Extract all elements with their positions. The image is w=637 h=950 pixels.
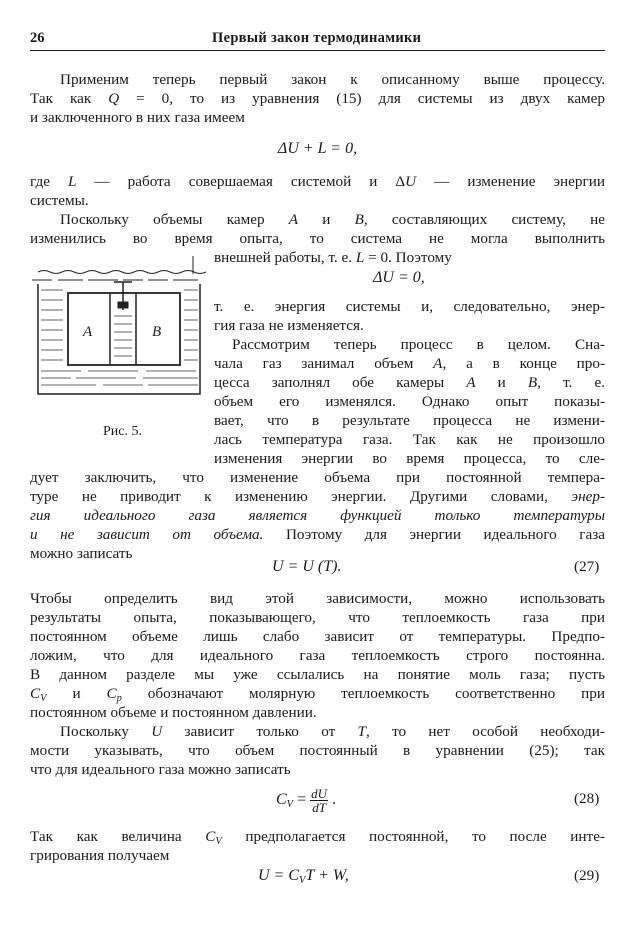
page-number: 26 [30,30,45,46]
text-line-17: изменения энергии во время процесса, то сле- [214,450,605,467]
equation-28 [276,787,336,816]
text-span: T + W, [305,867,349,884]
fraction-denominator: dT [312,800,326,815]
math-symbol: B [354,211,364,228]
text-span: Поэтому для энергии идеального газа [263,526,605,543]
text-line-5: системы. [30,192,89,209]
math-symbol: C [106,685,117,702]
text-line-8 [214,248,452,267]
text-line-3: и заключенного в них газа имеем [30,109,245,126]
math-symbol: U [405,173,417,190]
text-line-9: т. е. энергия системы и, следовательно, энер- [214,298,605,315]
equation-energy-work: ΔU + L = 0, [277,140,358,157]
text-span: U = C [258,867,300,884]
equation-27: U = U (T). [272,558,342,575]
text-span: Поскольку объемы камер [60,211,289,228]
figure-gas-chambers [28,244,208,414]
text-span: . [328,791,337,809]
text-span: = [293,791,311,809]
text-line-7: изменились во время опыта, то система не могла выполнить [30,230,605,247]
math-symbol: T [357,723,366,740]
equation-27-number: (27) [574,558,600,575]
text-line-12 [214,354,605,373]
equation-29-number: (29) [574,867,600,884]
text-span: и [46,685,107,702]
text-line-19 [30,487,605,506]
math-subscript: V [40,693,47,704]
figure-caption: Рис. 5. [103,424,142,439]
text-span: — работа совершаемая системой и Δ [76,173,406,190]
text-span: где [30,173,68,190]
math-symbol: A [288,211,299,228]
math-symbol: B [527,374,538,391]
chamber-b-label: B [152,324,162,340]
text-line-4 [30,172,605,191]
text-span: — изменение энергии [416,173,605,190]
math-symbol: Q [108,90,120,107]
text-span: цесса заполнял обе камеры [214,374,467,391]
text-span: и [475,374,528,391]
text-line-18: дует заключить, что изменение объема при постоянной темпера- [30,469,605,486]
emphasis-span: и не зависит от объема. [30,526,264,543]
text-span: зависит только от [162,723,358,740]
text-span: предполагается постоянной, то после инте- [221,828,605,845]
text-line-26: ложим, что для идеального газа теплоемкость строго постоянна. [30,647,605,664]
text-line-34: грирования получаем [30,847,170,864]
math-symbol: A [433,355,443,372]
text-span: обозначают молярную теплоемкость соответственно при [121,685,605,702]
text-span: , то нет особой необходи- [365,723,605,740]
equation-28-number: (28) [574,790,600,807]
equation-29 [258,866,349,890]
text-line-10: гия газа не изменяется. [214,317,364,334]
text-line-15: вает, что в результате процесса не измени- [214,412,605,429]
text-span: , составляющих систему, не [363,211,605,228]
text-line-22: можно записать [30,545,133,562]
text-line-27: В данном разделе мы уже ссылались на понятие моль газа; пусть [30,666,605,683]
text-span: и [298,211,355,228]
math-subscript: V [215,836,222,847]
text-line-21 [30,525,605,544]
text-line-11: Рассмотрим теперь процесс в целом. Сна- [232,336,605,353]
text-line-29: постоянном объеме и постоянном давлении. [30,704,317,721]
text-line-24: результаты опыта, показывающего, что теплоемкость газа при [30,609,605,626]
text-line-2 [30,89,605,108]
text-span: = 0. Поэтому [364,249,452,266]
text-span: внешней работы, т. е. [214,249,356,266]
text-span: Так как величина [30,828,206,845]
emphasis-span: энер- [571,488,605,505]
chamber-a-label: A [83,324,93,340]
text-line-16: лась температура газа. Так как не произошло [214,431,605,448]
text-line-13 [214,373,605,392]
running-title: Первый закон термодинамики [212,30,422,46]
text-span: Так как [30,90,109,107]
fraction [310,787,328,814]
text-line-20: гия идеального газа является функцией только температуры [30,507,605,524]
math-symbol: L [67,173,77,190]
text-line-25: постоянном объеме лишь слабо зависит от температуры. Предпо- [30,628,605,645]
text-span: чала газ занимал объем [214,355,434,372]
math-symbol: C [205,828,216,845]
math-symbol: A [466,374,476,391]
math-subscript: p [116,693,122,704]
text-span: , т. е. [537,374,605,391]
text-line-1: Применим теперь первый закон к описанному выше процессу. [60,71,605,88]
text-span: туре не приводит к изменению энергии. Другими словами, [30,488,572,505]
fraction-numerator: dU [311,786,328,801]
text-line-32: что для идеального газа можно записать [30,761,291,778]
header-rule [30,50,605,51]
text-line-23: Чтобы определить вид этой зависимости, можно использовать [30,590,605,607]
math-subscript: V [286,799,294,811]
text-line-14: объем его изменялся. Однако опыт показы- [214,393,605,410]
text-span: Поскольку [60,723,152,740]
text-span: , а в конце про- [442,355,605,372]
text-line-6 [60,210,605,229]
text-line-31: мости указывать, что объем постоянный в уравнении (25); так [30,742,605,759]
equation-delta-u-zero: ΔU = 0, [373,269,425,286]
math-symbol: L [355,249,365,266]
math-subscript: V [299,875,306,886]
math-symbol: U [151,723,163,740]
math-symbol: C [276,791,287,809]
math-symbol: C [30,685,41,702]
text-span: = 0, то из уравнения (15) для системы из двух камер [119,90,605,107]
text-line-30 [60,722,605,741]
